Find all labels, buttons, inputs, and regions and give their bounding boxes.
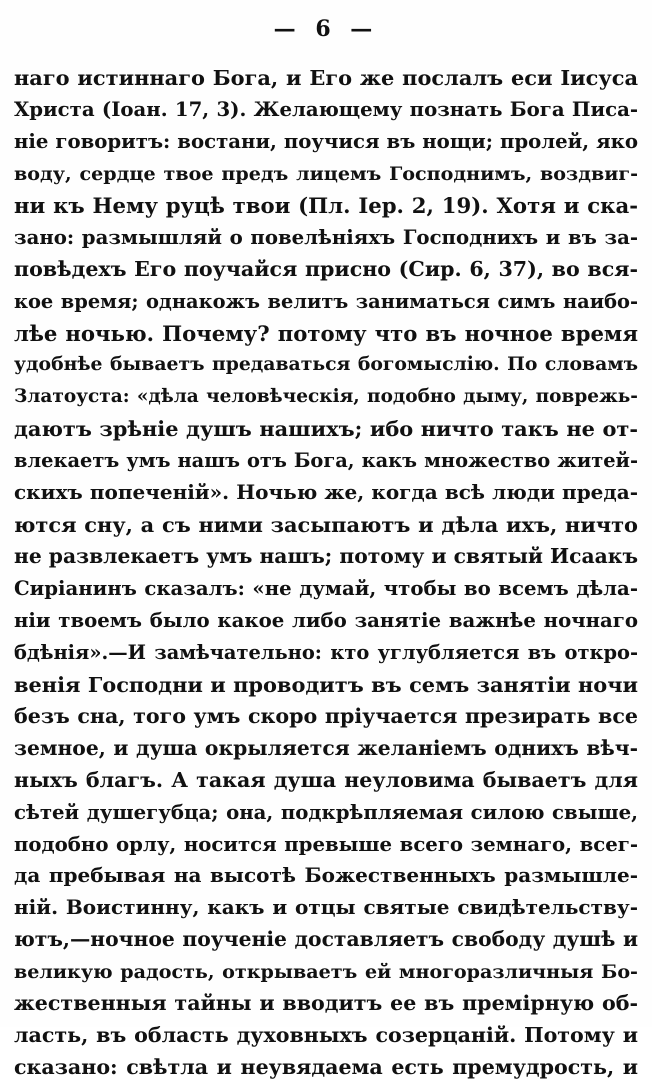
text-line: бдѣнія».—И замѣчательно: кто углубляется въ откро- xyxy=(14,640,638,664)
text-line: венія Господни и проводитъ въ семъ занятіи ночи xyxy=(14,671,638,697)
text-line: лѣе ночью. Почему? потому что въ ночное время xyxy=(14,320,638,346)
text-line: удобнѣе бываетъ предаваться богомыслію. По словамъ xyxy=(14,353,638,376)
page-number: — 6 — xyxy=(273,16,379,42)
body-text xyxy=(14,62,638,1084)
text-line: Златоуста: «дѣла человѣческія, подобно дыму, поврежь- xyxy=(14,386,638,408)
text-line: ніи твоемъ было какое либо занятіе важнѣе ночнаго xyxy=(14,608,638,632)
text-line: воду, сердце твое предъ лицемъ Господнимъ, воздвиг- xyxy=(14,161,638,185)
text-line: даютъ зрѣніе душъ нашихъ; ибо ничто такъ не от- xyxy=(14,416,638,442)
text-line: ютъ,—ночное поученіе доставляетъ свободу душѣ и xyxy=(14,927,638,952)
text-line: повѣдехъ Его поучайся присно (Сир. 6, 37), во вся- xyxy=(14,256,638,281)
text-line: ни къ Нему руцѣ твои (Пл. Іер. 2, 19). Хотя и ска- xyxy=(14,192,638,218)
text-line: кое время; однакожъ велитъ заниматься симъ наибо- xyxy=(14,289,638,313)
text-line: зано: размышляй о повелѣніяхъ Господнихъ и въ за- xyxy=(14,225,638,249)
text-line: Сиріанинъ сказалъ: «не думай, чтобы во всемъ дѣла- xyxy=(14,577,638,600)
text-line: да пребывая на высотѣ Божественныхъ размышле- xyxy=(14,863,638,888)
text-line: наго истиннаго Бога, и Его же послалъ еси Іисуса xyxy=(14,65,638,90)
text-line: жественныя тайны и вводитъ ее въ премірную об- xyxy=(14,991,638,1016)
text-line: ются сну, а съ ними засыпаютъ и дѣла ихъ, ничто xyxy=(14,512,638,538)
text-line: великую радость, открываетъ ей многоразличныя Бо- xyxy=(14,960,638,984)
text-line: не развлекаетъ умъ нашъ; потому и святый Исаакъ xyxy=(14,544,638,569)
text-line: безъ сна, того умъ скоро пріучается презирать все xyxy=(14,703,638,728)
text-line: скихъ попеченій». Ночью же, когда всѣ люди преда- xyxy=(14,480,638,505)
text-line: сказано: свѣтла и неувядаема есть премудрость, и xyxy=(14,1055,638,1080)
text-line: сѣтей душегубца; она, подкрѣпляемая силою свыше, xyxy=(14,800,638,824)
text-line: ласть, въ область духовныхъ созерцаній. Потому и xyxy=(14,1023,638,1048)
text-line: ніе говоритъ: востани, поучися въ нощи; пролей, яко xyxy=(14,129,638,153)
text-line: подобно орлу, носится превыше всего земнаго, всег- xyxy=(14,832,638,856)
text-line: Христа (Іоан. 17, 3). Желающему познать Бога Писа- xyxy=(14,97,638,121)
text-line: влекаетъ умъ нашъ отъ Бога, какъ множество житей- xyxy=(14,449,638,473)
text-line: ныхъ благъ. А такая душа неуловима бываетъ для xyxy=(14,767,638,792)
text-line: земное, и душа окрыляется желаніемъ однихъ вѣч- xyxy=(14,735,638,760)
text-line: ній. Воистинну, какъ и отцы святые свидѣтельству- xyxy=(14,895,638,920)
